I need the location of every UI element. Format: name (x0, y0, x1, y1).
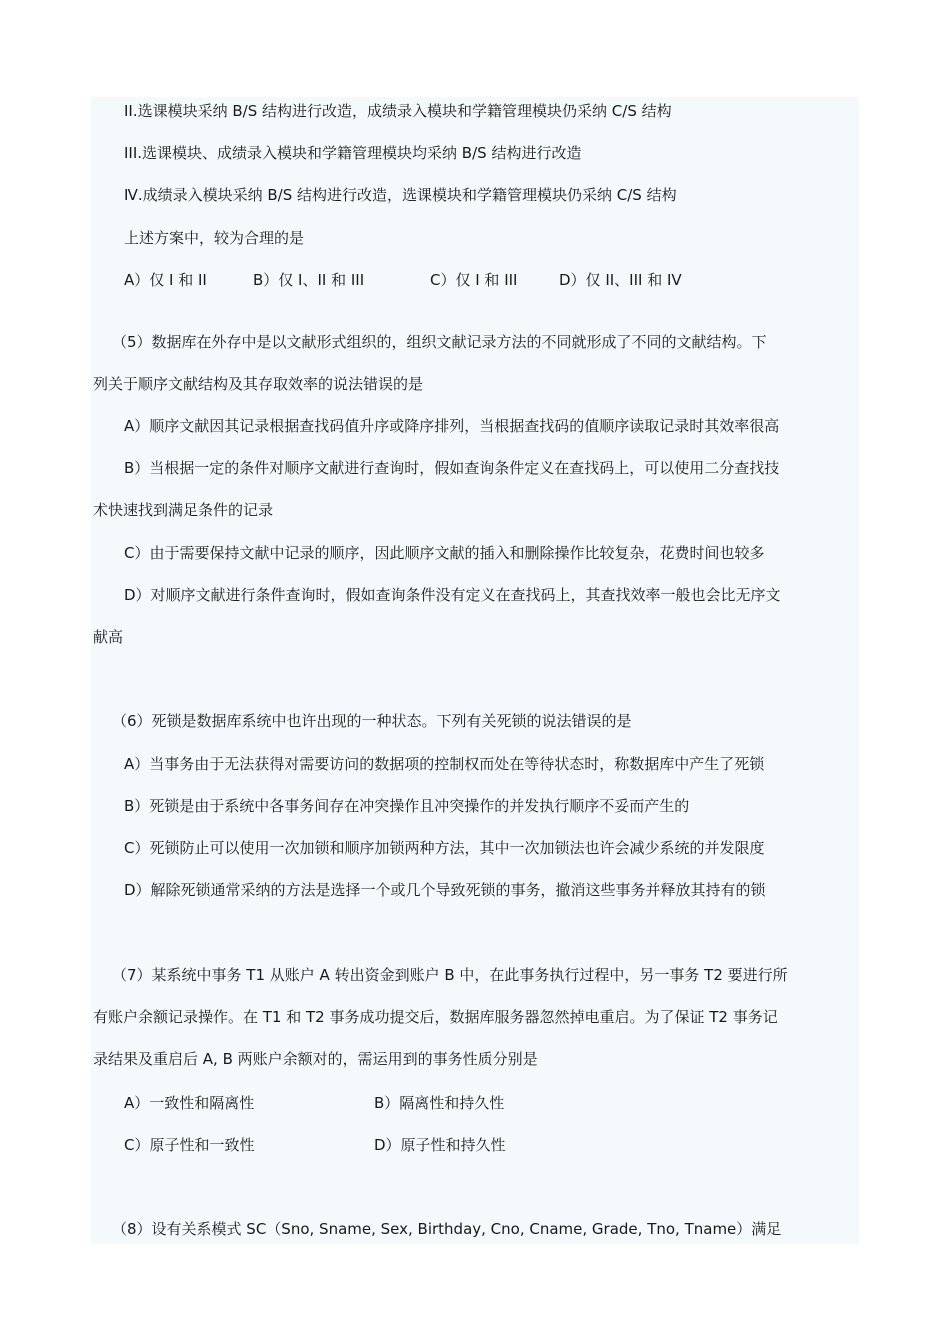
question-prompt: 上述方案中，较为合理的是 (124, 229, 305, 247)
q5-option-a: A）顺序文献因其记录根据查找码值升序或降序排列，当根据查找码的值顺序读取记录时其效率很高 (124, 417, 780, 435)
q6-option-d: D）解除死锁通常采纳的方法是选择一个或几个导致死锁的事务，撤消这些事务并释放其持有的锁 (124, 881, 766, 899)
q7-stem-line2: 有账户余额记录操作。在 T1 和 T2 事务成功提交后，数据库服务器忽然掉电重启。为了保证 T2 事务记 (93, 1008, 778, 1026)
q5-option-b-line2: 术快速找到满足条件的记录 (93, 501, 274, 519)
q5-option-d-line1: D）对顺序文献进行条件查询时，假如查询条件没有定义在查找码上，其查找效率一般也会比无序文 (124, 586, 781, 604)
q6-stem: （6）死锁是数据库系统中也许出现的一种状态。下列有关死锁的说法错误的是 (112, 712, 632, 730)
q6-option-c: C）死锁防止可以使用一次加锁和顺序加锁两种方法，其中一次加锁法也许会减少系统的并发限度 (124, 839, 765, 857)
q7-stem-line3: 录结果及重启后 A, B 两账户余额对的，需运用到的事务性质分别是 (93, 1050, 538, 1068)
scheme-iv-text: Ⅳ.成绩录入模块采纳 B/S 结构进行改造，选课模块和学籍管理模块仍采纳 C/S 结构 (124, 186, 677, 204)
q6-option-a: A）当事务由于无法获得对需要访问的数据项的控制权而处在等待状态时，称数据库中产生了死锁 (124, 755, 765, 773)
q5-stem-line1: （5）数据库在外存中是以文献形式组织的，组织文献记录方法的不同就形成了不同的文献结构。下 (112, 333, 767, 351)
q7-option-b: B）隔离性和持久性 (374, 1094, 505, 1112)
q4-option-a: A）仅 I 和 II (124, 271, 207, 289)
q5-option-d-line2: 献高 (93, 628, 124, 646)
q7-option-a: A）一致性和隔离性 (124, 1094, 255, 1112)
q5-option-b-line1: B）当根据一定的条件对顺序文献进行查询时，假如查询条件定义在查找码上，可以使用二分查找技 (124, 459, 780, 477)
scheme-iii-text: III.选课模块、成绩录入模块和学籍管理模块均采纳 B/S 结构进行改造 (124, 144, 582, 162)
q4-option-b: B）仅 I、II 和 III (253, 271, 365, 289)
q4-option-d: D）仅 II、III 和 IV (559, 271, 682, 289)
q6-option-b: B）死锁是由于系统中各事务间存在冲突操作且冲突操作的并发执行顺序不妥而产生的 (124, 797, 690, 815)
q8-stem-line1: （8）设有关系模式 SC（Sno, Sname, Sex, Birthday, Cno, Cname, Grade, Tno, Tname）满足 (112, 1220, 782, 1238)
q5-stem-line2: 列关于顺序文献结构及其存取效率的说法错误的是 (93, 375, 424, 393)
q5-option-c: C）由于需要保持文献中记录的顺序，因此顺序文献的插入和删除操作比较复杂，花费时间也较多 (124, 544, 765, 562)
q7-option-c: C）原子性和一致性 (124, 1136, 255, 1154)
scheme-ii-text: II.选课模块采纳 B/S 结构进行改造，成绩录入模块和学籍管理模块仍采纳 C/S 结构 (124, 102, 672, 120)
q4-option-c: C）仅 I 和 III (430, 271, 518, 289)
q7-option-d: D）原子性和持久性 (374, 1136, 506, 1154)
q7-stem-line1: （7）某系统中事务 T1 从账户 A 转出资金到账户 B 中，在此事务执行过程中，另一事务 T2 要进行所 (112, 966, 788, 984)
